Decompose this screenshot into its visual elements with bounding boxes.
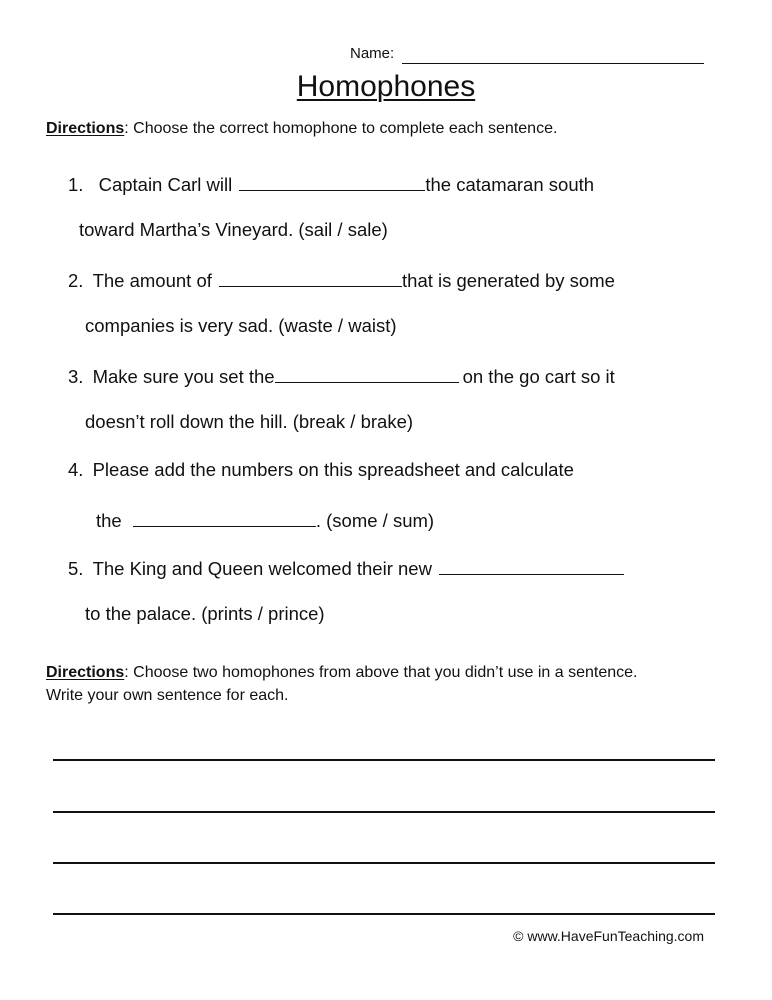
question-4-before: the [96, 510, 122, 531]
question-1-after: the catamaran south [425, 174, 595, 195]
writing-line-4[interactable] [53, 913, 715, 915]
question-3-before: Make sure you set the [92, 366, 275, 387]
question-2-blank[interactable] [219, 267, 402, 287]
question-1-blank[interactable] [239, 171, 425, 191]
page-title [0, 70, 772, 104]
question-3-line-2: doesn’t roll down the hill. (break / brake) [85, 411, 414, 432]
question-2-before: The amount of [92, 270, 212, 291]
question-4-text: Please add the numbers on this spreadsheet and calculate [92, 459, 574, 480]
question-3-number: 3. [68, 366, 84, 387]
question-5-number: 5. [68, 558, 84, 579]
question-2-line-2: companies is very sad. (waste / waist) [85, 315, 397, 336]
question-5-line-1 [68, 555, 624, 580]
question-5-before: The King and Queen welcomed their new [92, 558, 432, 579]
directions-2-line-2: Write your own sentence for each. [46, 687, 289, 704]
question-3-blank[interactable] [275, 363, 459, 383]
question-4-after: . (some / sum) [315, 510, 435, 531]
question-3-after: on the go cart so it [462, 366, 615, 387]
question-5-blank[interactable] [439, 555, 624, 575]
page-title-text: Homophones [296, 70, 476, 103]
writing-line-2[interactable] [53, 811, 715, 813]
question-2-number: 2. [68, 270, 84, 291]
directions-1-label: Directions [46, 120, 125, 137]
question-5-line-2: to the palace. (prints / prince) [85, 603, 325, 624]
question-1-line-1 [68, 171, 594, 196]
question-4-blank[interactable] [133, 507, 316, 527]
directions-2 [46, 664, 637, 682]
question-4-line-2 [96, 507, 434, 532]
directions-1-text: : Choose the correct homophone to complete each sentence. [124, 120, 558, 137]
question-4-line-1 [68, 459, 574, 481]
name-label: Name: [350, 45, 395, 62]
question-1-line-2: toward Martha’s Vineyard. (sail / sale) [79, 219, 388, 240]
question-4-number: 4. [68, 459, 84, 480]
name-field-line[interactable] [402, 63, 704, 64]
question-1-before: Captain Carl will [98, 174, 233, 195]
question-3-line-1 [68, 363, 615, 388]
question-2-line-1 [68, 267, 615, 292]
writing-line-3[interactable] [53, 862, 715, 864]
copyright-footer: © www.HaveFunTeaching.com [513, 928, 704, 944]
directions-2-label: Directions [46, 664, 125, 681]
directions-2-text: : Choose two homophones from above that you didn’t use in a sentence. [124, 664, 638, 681]
question-1-number: 1. [68, 174, 84, 195]
writing-line-1[interactable] [53, 759, 715, 761]
directions-1 [46, 120, 557, 138]
question-2-after: that is generated by some [402, 270, 615, 291]
